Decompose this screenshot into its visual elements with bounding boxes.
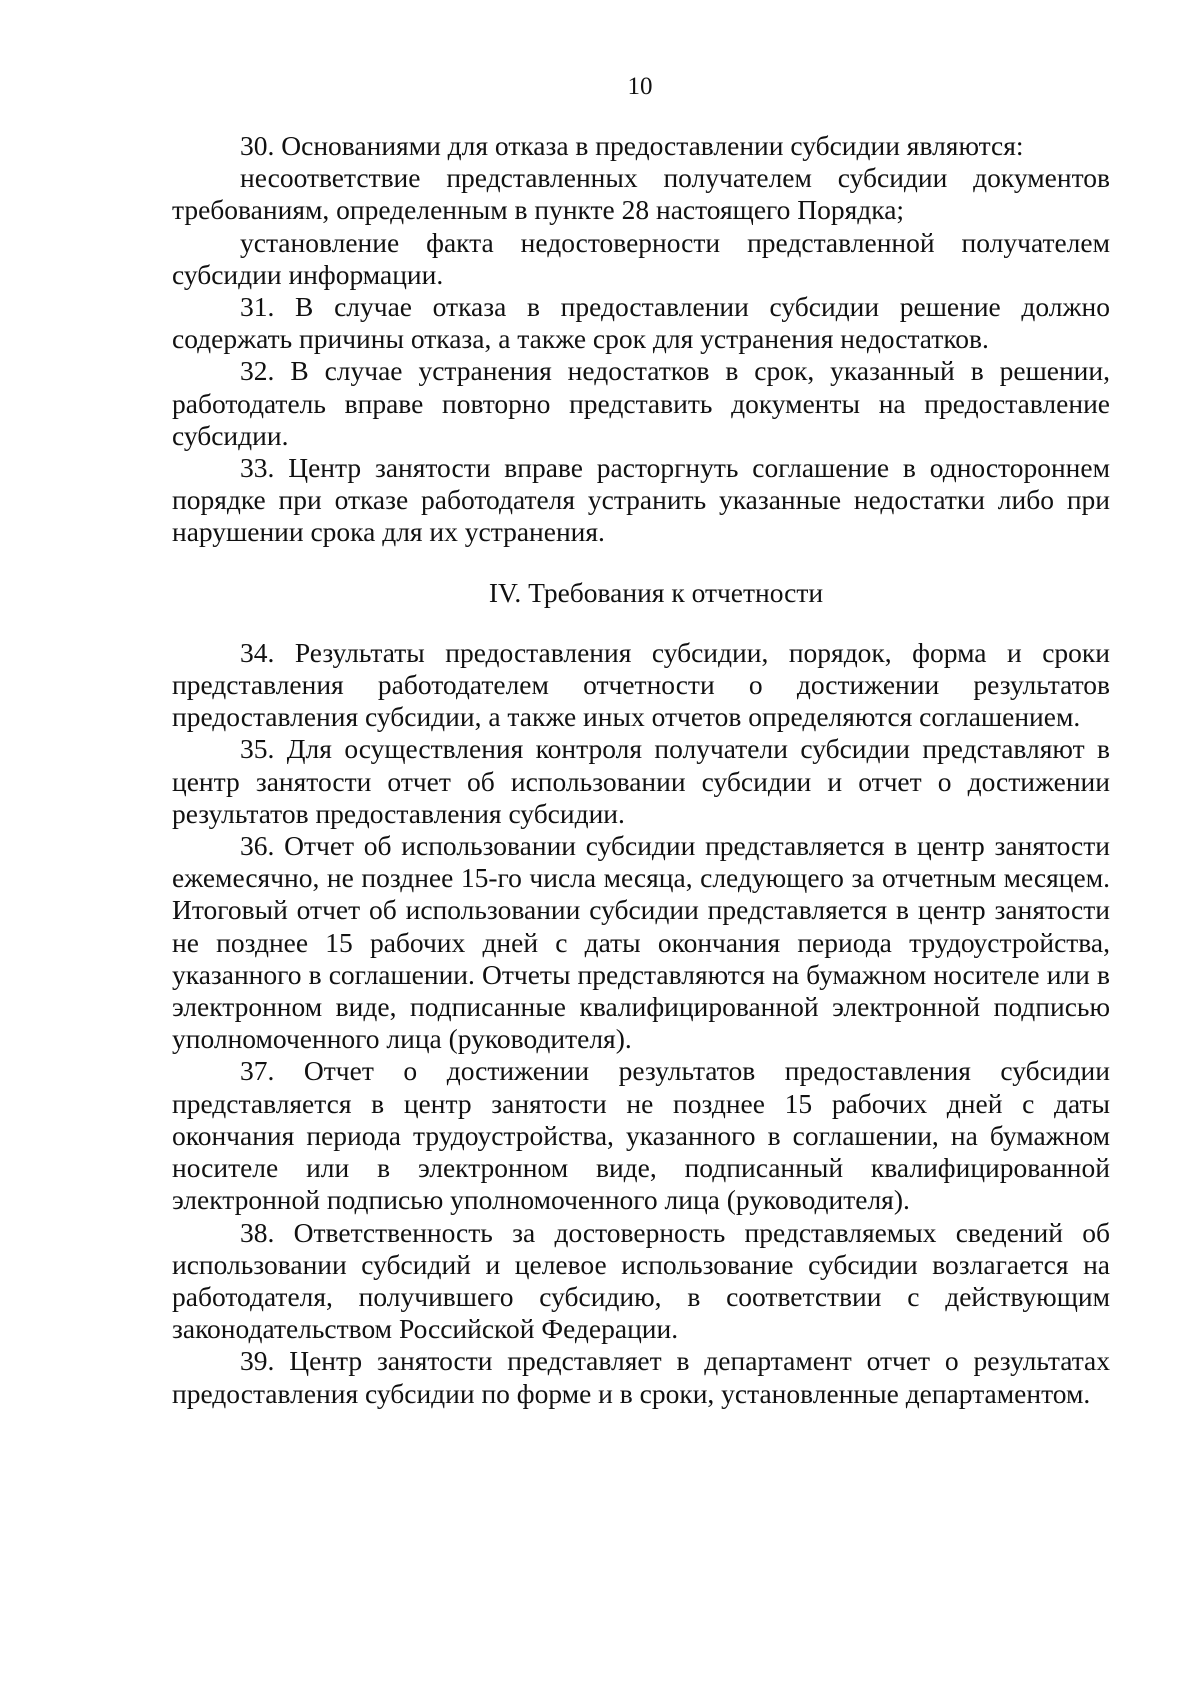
paragraph-39: 39. Центр занятости представляет в департамент отчет о результатах предоставления субсидии по форме и в сроки, установленные департаментом. <box>172 1345 1110 1409</box>
paragraph-38: 38. Ответственность за достоверность представляемых сведений об использовании субсидий и целевое использование субсидии возлагается на работодателя, получившего субсидию, в соответствии с действующим законодательством Российской Федерации. <box>172 1216 1110 1345</box>
paragraph-35: 35. Для осуществления контроля получатели субсидии представляют в центр занятости отчет об использовании субсидии и отчет о достижении результатов предоставления субсидии. <box>172 733 1110 829</box>
document-body <box>172 130 1110 1410</box>
paragraph-36: 36. Отчет об использовании субсидии представляется в центр занятости ежемесячно, не позднее 15-го числа месяца, следующего за отчетным месяцем. Итоговый отчет об использовании субсидии представляется в центр занятости не позднее 15 рабочих дней с даты окончания периода трудоустройства, указанного в соглашении. Отчеты представляются на бумажном носителе или в электронном виде, подписанные квалифицированной электронной подписью уполномоченного лица (руководителя). <box>172 830 1110 1055</box>
paragraph-30: 30. Основаниями для отказа в предоставлении субсидии являются: <box>240 130 1024 161</box>
section-heading: IV. Требования к отчетности <box>488 576 824 608</box>
paragraph-31: 31. В случае отказа в предоставлении субсидии решение должно содержать причины отказа, а также срок для устранения недостатков. <box>172 291 1110 355</box>
paragraph-34: 34. Результаты предоставления субсидии, порядок, форма и сроки представления работодателем отчетности о достижении результатов предоставления субсидии, а также иных отчетов определяются соглашением. <box>172 636 1110 733</box>
paragraph-30-item-1: несоответствие представленных получателем субсидии документов требованиям, определенным в пункте 28 настоящего Порядка; <box>172 162 1110 226</box>
page-number: 10 <box>627 73 653 100</box>
paragraph-30-item-2: установление факта недостоверности представленной получателем субсидии информации. <box>172 226 1110 290</box>
paragraph-37: 37. Отчет о достижении результатов предоставления субсидии представляется в центр занятости не позднее 15 рабочих дней с даты окончания периода трудоустройства, указанного в соглашении, на бумажном носителе или в электронном виде, подписанный квалифицированной электронной подписью уполномоченного лица (руководителя). <box>172 1055 1110 1216</box>
paragraph-32: 32. В случае устранения недостатков в срок, указанный в решении, работодатель вправе повторно представить документы на предоставление субсидии. <box>172 355 1110 451</box>
paragraph-33: 33. Центр занятости вправе расторгнуть соглашение в одностороннем порядке при отказе работодателя устранить указанные недостатки либо при нарушении срока для их устранения. <box>172 452 1110 548</box>
